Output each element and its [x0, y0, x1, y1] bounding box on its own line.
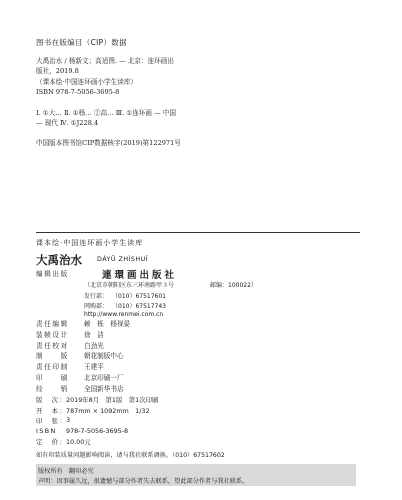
cip-line: ISBN 978-7-5056-3695-8 [36, 87, 120, 96]
publisher-url: http://www.renmei.com.cn [84, 311, 164, 318]
publisher-address: （北京市朝阳区东三环南路甲３号 [84, 282, 175, 289]
credit-value: 赖 栎 杨视晏 [84, 320, 131, 328]
spec-value: 978-7-5056-3695-8 [66, 426, 129, 435]
web-label: 网购部： [84, 303, 109, 310]
rights-line-2: 声明：因事属久远，很遗憾与部分作者失去联系，望此部分作者与我社联系。 [38, 478, 249, 485]
credit-value: 白劲光 [84, 341, 104, 350]
phone-label: 发行部： [84, 293, 109, 300]
credit-value: 王建平 [84, 363, 104, 372]
rights-bar [36, 464, 356, 486]
publisher-label: 编辑出版 [36, 270, 69, 278]
spec-value: 787mm × 1092mm 1/32 [66, 406, 150, 415]
spec-value: 3 [66, 416, 71, 425]
divider [36, 232, 360, 233]
cip-heading: 图书在版编目（CIP）数据 [36, 38, 127, 47]
credit-value: 朝花制版中心 [84, 352, 124, 361]
credit-label: 经 销 [36, 384, 69, 393]
credit-label: 制 版 [36, 352, 69, 361]
credit-label: 责任印制 [36, 363, 69, 372]
publisher-postcode: 邮编：100022） [210, 282, 257, 289]
spec-label: 开 本： [36, 406, 68, 415]
spec-label: ISBN [36, 426, 57, 435]
spec-value: 2019年8月 第1版 第1次印刷 [66, 396, 159, 404]
spec-label: 版 次： [36, 396, 68, 404]
credit-label: 印 刷 [36, 374, 69, 382]
quality-notice: 如有印装质量问题影响阅读，请与我社联系调换。（010）67517602 [36, 452, 225, 459]
credit-label: 装帧设计 [36, 330, 69, 339]
publisher-logo: 連環画出版社 [102, 270, 178, 281]
credit-value: 全国新华书店 [84, 384, 124, 393]
spec-label: 定 价： [36, 438, 68, 447]
credit-value: 北京印刷一厂 [84, 374, 124, 382]
cip-line: — 现代 Ⅳ. ①J228.4 [36, 118, 99, 127]
web-phone: （010）67517743 [112, 303, 166, 310]
spec-value: 10.00元 [66, 438, 91, 447]
phone-number: （010）67517601 [112, 293, 166, 300]
book-title: 大禹治水 [36, 253, 82, 267]
cip-line: Ⅰ. ①大… Ⅱ. ①杨… ②高… Ⅲ. ①连环画 — 中国 [36, 108, 176, 117]
credit-label: 责任编辑 [36, 320, 69, 328]
rights-line-1: 版权所有 翻印必究 [38, 468, 94, 475]
cip-line: 中国版本图书馆CIP数据核字(2019)第122971号 [36, 139, 181, 148]
spec-label: 印 张： [36, 417, 68, 426]
book-title-pinyin: DÀYǓ ZHÌSHUǏ [97, 256, 149, 263]
cip-line: 大禹治水 / 杨新文；高适图. — 北京：连环画出 [36, 57, 174, 65]
cip-line: （课本绘·中国连环画小学生读库） [36, 77, 138, 86]
series-title: 课本绘·中国连环画小学生读库 [36, 239, 144, 247]
credit-value: 徐 洁 [84, 330, 104, 339]
credit-label: 责任校对 [36, 341, 69, 350]
cip-line: 版社，2019.8 [36, 67, 79, 76]
